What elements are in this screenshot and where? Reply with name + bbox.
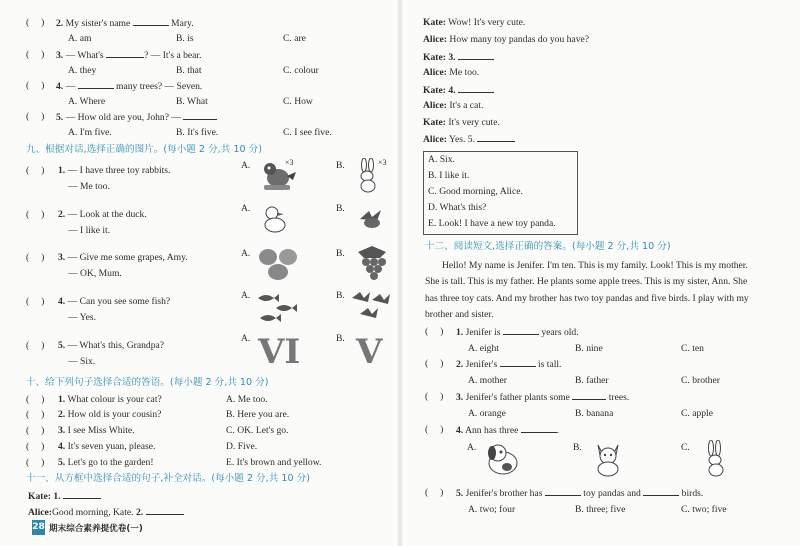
reading-question-1: 1. Jenifer is years old. bbox=[456, 327, 579, 338]
s10-answer-c: C. OK. Let's go. bbox=[226, 425, 289, 436]
reading-question-2: 2. Jenifer's is tall. bbox=[456, 359, 562, 370]
dialog-alice-4: Alice: Yes. 5. bbox=[423, 133, 515, 146]
answer-paren[interactable]: ( ) bbox=[26, 111, 45, 122]
answer-paren[interactable]: ( ) bbox=[26, 457, 45, 468]
grapes-picture[interactable] bbox=[354, 244, 390, 284]
roman-five-picture[interactable]: V bbox=[356, 332, 383, 372]
answer-paren[interactable]: ( ) bbox=[26, 340, 45, 351]
option-c: C. are bbox=[283, 33, 306, 44]
toy-cat-picture[interactable] bbox=[592, 441, 624, 477]
dialog-alice-1: Alice: How many toy pandas do you have? bbox=[423, 34, 590, 45]
s10-answer-e: E. It's brown and yellow. bbox=[226, 457, 322, 468]
answer-paren[interactable]: ( ) bbox=[26, 17, 45, 28]
option-a: A. they bbox=[68, 65, 97, 76]
s10-question-2: 2. How old is your cousin? bbox=[58, 409, 162, 420]
option-b: B. three; five bbox=[575, 504, 626, 515]
option-b: B. What bbox=[176, 96, 208, 107]
s9-question-4: 4. — Can you see some fish? bbox=[58, 296, 171, 307]
dialog-alice-3: Alice: It's a cat. bbox=[423, 100, 484, 111]
pic-label-b: B. bbox=[336, 203, 345, 214]
option-b: B. banana bbox=[575, 408, 614, 419]
answer-paren[interactable]: ( ) bbox=[26, 409, 45, 420]
pic-label-b: B. bbox=[336, 160, 345, 171]
option-c: C. brother bbox=[681, 375, 720, 386]
toy-rabbit-picture[interactable] bbox=[702, 440, 728, 478]
dialog-kate-3: Kate: 4. bbox=[423, 84, 494, 97]
option-c: C. How bbox=[283, 96, 313, 107]
option-a: A. two; four bbox=[468, 504, 516, 515]
passage-line-4: brother and sister. bbox=[425, 309, 494, 320]
option-b: B. nine bbox=[575, 343, 603, 354]
s10-question-5: 5. Let's go to the garden! bbox=[58, 457, 154, 468]
answer-paren[interactable]: ( ) bbox=[425, 424, 444, 435]
toy-dog-picture[interactable] bbox=[485, 441, 521, 477]
dialog-line-2: Alice:Good morning, Kate. 2. bbox=[28, 506, 184, 519]
s9-reply-2: — I like it. bbox=[68, 225, 111, 236]
answer-paren[interactable]: ( ) bbox=[26, 80, 45, 91]
option-b: B. that bbox=[176, 65, 202, 76]
s9-reply-3: — OK, Mum. bbox=[68, 268, 122, 279]
oranges-picture[interactable] bbox=[256, 246, 304, 282]
passage-line-1: Hello! My name is Jenifer. I'm ten. This is my family. Look! This is my mother. bbox=[442, 260, 748, 271]
option-a: A. I'm five. bbox=[68, 127, 112, 138]
option-a: A. orange bbox=[468, 408, 506, 419]
question-3: 3. — What's ? — It's a bear. bbox=[56, 50, 202, 61]
answer-paren[interactable]: ( ) bbox=[26, 165, 45, 176]
dialog-alice-2: Alice: Me too. bbox=[423, 67, 480, 78]
pic-label-b: B. bbox=[336, 290, 345, 301]
pic-label-a: A. bbox=[241, 333, 251, 344]
birds-picture[interactable] bbox=[350, 288, 394, 328]
option-b: B. father bbox=[575, 375, 609, 386]
times-three-label: ×3 bbox=[378, 158, 387, 167]
box-option-c: C. Good morning, Alice. bbox=[428, 186, 523, 197]
dialog-kate-1: Kate: Wow! It's very cute. bbox=[423, 17, 526, 28]
box-option-b: B. I like it. bbox=[428, 170, 470, 181]
pic-label-a: A. bbox=[241, 248, 251, 259]
roman-six-picture[interactable]: VI bbox=[258, 332, 301, 372]
passage-line-3: has three toy cats. And my brother has two toy pandas and five birds. I play with my bbox=[425, 293, 749, 304]
s9-question-2: 2. — Look at the duck. bbox=[58, 209, 147, 220]
reading-question-4: 4. Ann has three . bbox=[456, 425, 560, 436]
times-three-label: ×3 bbox=[285, 158, 294, 167]
pic-label-b: B. bbox=[336, 248, 345, 259]
s10-answer-d: D. Five. bbox=[226, 441, 258, 452]
pic-label-a: A. bbox=[241, 160, 251, 171]
pic-label-c: C. bbox=[681, 442, 690, 453]
question-2: 2. My sister's name Mary. bbox=[56, 18, 194, 29]
answer-paren[interactable]: ( ) bbox=[26, 296, 45, 307]
passage-line-2: She is tall. This is my father. He plants some apple trees. This is my sister, Ann. She bbox=[425, 276, 748, 287]
dialog-kate-2: Kate: 3. bbox=[423, 51, 494, 64]
s10-question-3: 3. I see Miss White. bbox=[58, 425, 135, 436]
pic-label-b: B. bbox=[336, 333, 345, 344]
fish-picture[interactable] bbox=[256, 290, 300, 326]
dialog-kate-4: Kate: It's very cute. bbox=[423, 117, 500, 128]
answer-paren[interactable]: ( ) bbox=[26, 425, 45, 436]
answer-paren[interactable]: ( ) bbox=[26, 49, 45, 60]
s10-question-4: 4. It's seven yuan, please. bbox=[58, 441, 156, 452]
answer-paren[interactable]: ( ) bbox=[26, 209, 45, 220]
duck-picture[interactable] bbox=[262, 205, 288, 235]
s9-reply-5: — Six. bbox=[68, 356, 96, 367]
pic-label-a: A. bbox=[241, 290, 251, 301]
s9-reply-1: — Me too. bbox=[68, 181, 110, 192]
answer-paren[interactable]: ( ) bbox=[26, 441, 45, 452]
section-12-heading: 十二、阅读短文,选择正确的答案。(每小题 2 分,共 10 分) bbox=[425, 241, 671, 252]
s9-question-5: 5. — What's this, Grandpa? bbox=[58, 340, 165, 351]
section-10-heading: 十、给下列句子选择合适的答语。(每小题 2 分,共 10 分) bbox=[26, 377, 269, 388]
box-option-e: E. Look! I have a new toy panda. bbox=[428, 218, 556, 229]
dialog-line-1: Kate: 1. bbox=[28, 490, 101, 503]
answer-paren[interactable]: ( ) bbox=[425, 358, 444, 369]
reading-question-3: 3. Jenifer's father plants some trees. bbox=[456, 392, 630, 403]
page-footer-title: 期末综合素养提优卷(一) bbox=[49, 524, 143, 534]
option-b: B. It's five. bbox=[176, 127, 219, 138]
s10-answer-b: B. Here you are. bbox=[226, 409, 290, 420]
answer-paren[interactable]: ( ) bbox=[425, 487, 444, 498]
question-4: 4. — many trees? — Seven. bbox=[56, 81, 203, 92]
option-a: A. am bbox=[68, 33, 92, 44]
pic-label-a: A. bbox=[467, 442, 477, 453]
option-c: C. ten bbox=[681, 343, 704, 354]
s10-answer-a: A. Me too. bbox=[226, 394, 268, 405]
section-11-heading: 十一、从方框中选择合适的句子,补全对话。(每小题 2 分,共 10 分) bbox=[26, 473, 310, 484]
option-c: C. two; five bbox=[681, 504, 727, 515]
toy-bird-picture[interactable] bbox=[258, 158, 300, 192]
option-a: A. mother bbox=[468, 375, 507, 386]
answer-paren[interactable]: ( ) bbox=[26, 394, 45, 405]
page-number: 28 bbox=[32, 520, 45, 535]
option-a: A. Where bbox=[68, 96, 106, 107]
question-5: 5. — How old are you, John? — bbox=[56, 111, 217, 124]
section-9-heading: 九、根据对话,选择正确的图片。(每小题 2 分,共 10 分) bbox=[26, 144, 262, 155]
s10-question-1: 1. What colour is your cat? bbox=[58, 394, 162, 405]
box-option-a: A. Six. bbox=[428, 154, 455, 165]
s9-reply-4: — Yes. bbox=[68, 312, 96, 323]
pic-label-a: A. bbox=[241, 203, 251, 214]
option-a: A. eight bbox=[468, 343, 499, 354]
option-b: B. is bbox=[176, 33, 194, 44]
page-gutter bbox=[398, 0, 402, 546]
answer-paren[interactable]: ( ) bbox=[425, 391, 444, 402]
bird-picture[interactable] bbox=[357, 205, 387, 235]
reading-question-5: 5. Jenifer's brother has toy pandas and birds. bbox=[456, 488, 704, 499]
option-c: C. I see five. bbox=[283, 127, 332, 138]
option-c: C. colour bbox=[283, 65, 319, 76]
s9-question-3: 3. — Give me some grapes, Amy. bbox=[58, 252, 188, 263]
answer-paren[interactable]: ( ) bbox=[425, 326, 444, 337]
s9-question-1: 1. — I have three toy rabbits. bbox=[58, 165, 171, 176]
pic-label-b: B. bbox=[573, 442, 582, 453]
option-c: C. apple bbox=[681, 408, 713, 419]
box-option-d: D. What's this? bbox=[428, 202, 487, 213]
answer-paren[interactable]: ( ) bbox=[26, 252, 45, 263]
